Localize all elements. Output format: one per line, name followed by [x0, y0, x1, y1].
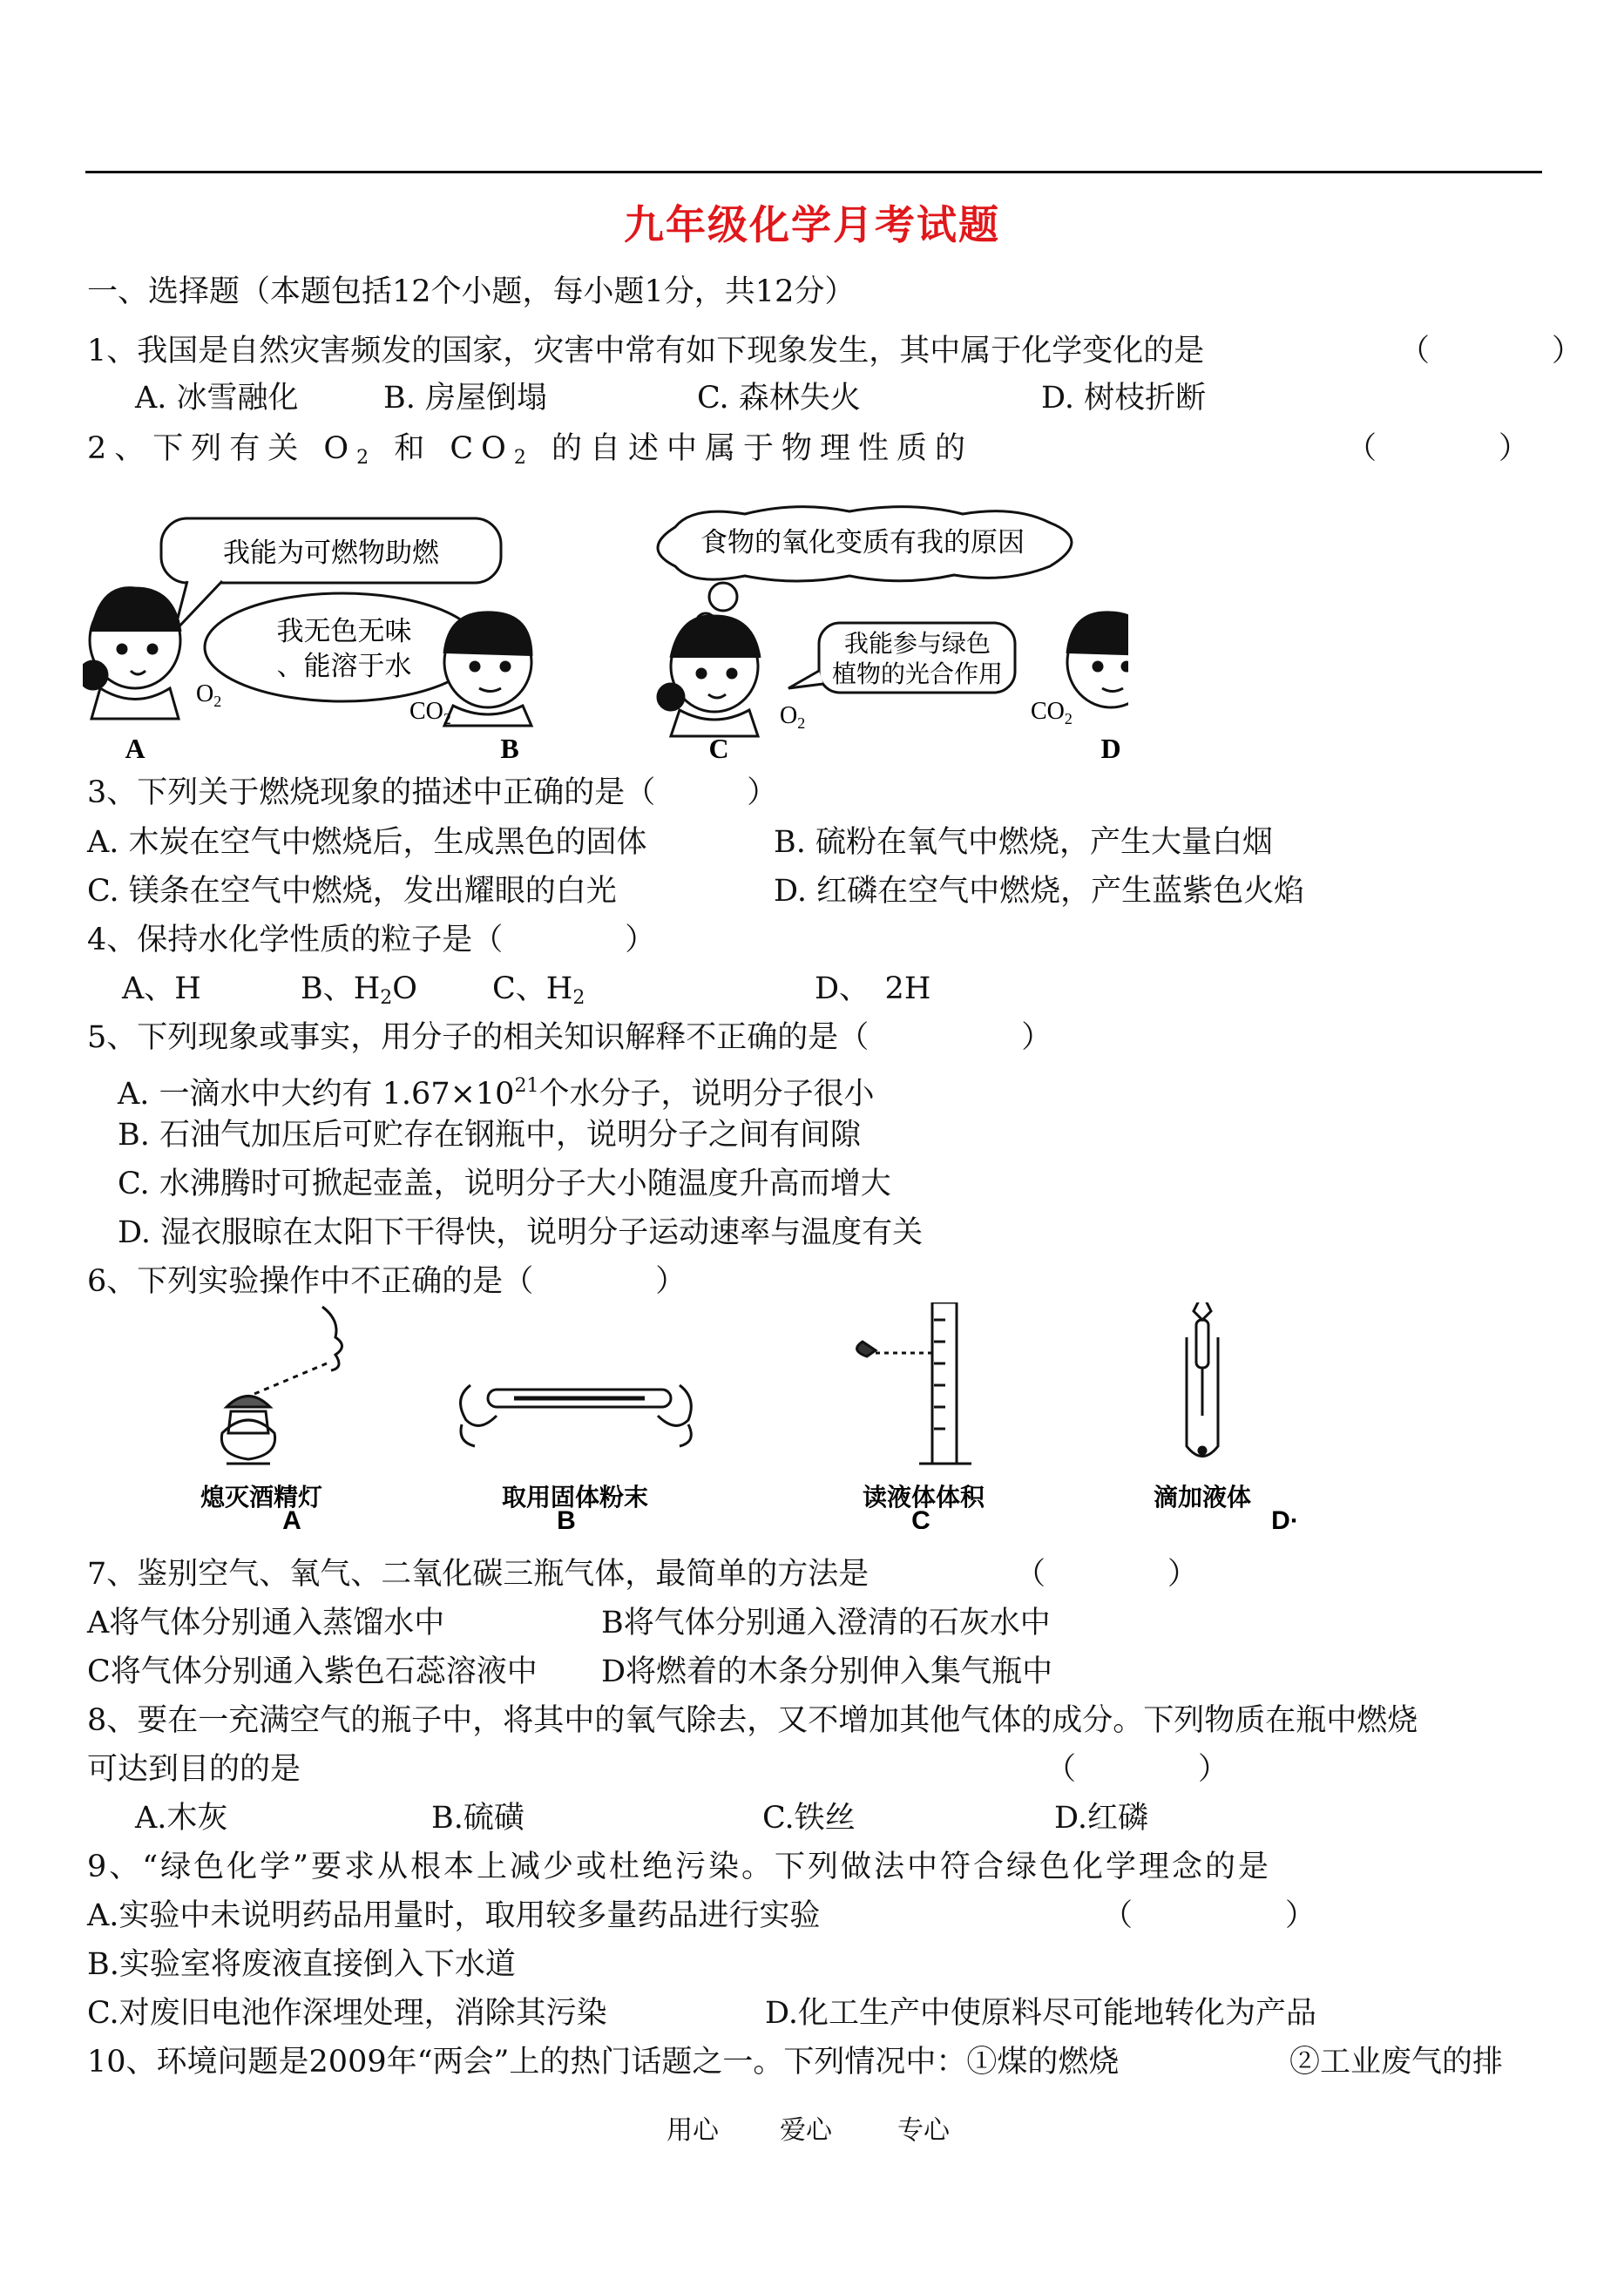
bubble-b-text2: 、能溶于水 [276, 651, 412, 681]
q8-option-a: A.木灰 [135, 1801, 228, 1836]
label-d: D· [1271, 1506, 1299, 1529]
q6-lab-operations-figure [174, 1302, 1394, 1529]
bubble-d-text1: 我能参与绿色 [843, 631, 991, 658]
q5-option-d: D. 湿衣服晾在太阳下干得快，说明分子运动速率与温度有关 [118, 1215, 924, 1250]
answer-blank-8: （ ） [1045, 1752, 1229, 1787]
q3-option-c: C. 镁条在空气中燃烧，发出耀眼的白光 [87, 874, 617, 909]
label-a: A [282, 1506, 301, 1529]
caption-b: 取用固体粉末 [501, 1484, 649, 1511]
q7-option-c: C将气体分别通入紫色石蕊溶液中 [87, 1654, 538, 1689]
question-8-stem-line1: 8、要在一充满空气的瓶子中，将其中的氧气除去，又不增加其他气体的成分。下列物质在瓶中燃烧 [87, 1703, 1418, 1738]
figure-label-b: B [500, 733, 519, 762]
footer-word-1: 用心 [667, 2115, 719, 2146]
bubble-d-text2: 植物的光合作用 [831, 661, 1004, 688]
q9-option-c: C.对废旧电池作深埋处理，消除其污染 [87, 1996, 607, 2031]
footer-word-2: 爱心 [780, 2115, 832, 2146]
question-10-stem: 10、环境问题是2009年“两会”上的热门话题之一。下列情况中：①煤的燃烧 [87, 2045, 1120, 2080]
speech-bubble-b [205, 593, 480, 701]
q9-option-b: B.实验室将废液直接倒入下水道 [87, 1947, 516, 1982]
gas-label-o2-c: $O_2$ [780, 702, 806, 732]
q8-option-b: B.硫磺 [431, 1801, 524, 1836]
q5-option-c: C. 水沸腾时可掀起壶盖，说明分子大小随温度升高而增大 [118, 1167, 891, 1201]
q1-option-c: C. 森林失火 [697, 381, 861, 416]
boy-co2-icon [444, 612, 531, 726]
label-b: B [557, 1506, 576, 1529]
q8-option-d: D.红磷 [1054, 1801, 1148, 1836]
q1-option-a: A. 冰雪融化 [135, 381, 299, 416]
footer-word-3: 专心 [897, 2115, 950, 2146]
bubble-b-text1: 我无色无味 [276, 616, 412, 646]
graduated-cylinder-icon [857, 1302, 971, 1464]
q3-option-a: A. 木炭在空气中燃烧后，生成黑色的固体 [87, 825, 647, 860]
figure-label-c: C [708, 733, 729, 762]
label-c: C [911, 1506, 930, 1529]
dropper-test-tube-icon [1187, 1302, 1218, 1457]
q4-option-d: D、 2H [815, 971, 931, 1006]
caption-a: 熄灭酒精灯 [200, 1484, 323, 1511]
q4-option-a: A、H [122, 971, 201, 1006]
q5-option-b: B. 石油气加压后可贮存在钢瓶中，说明分子之间有间隙 [118, 1118, 861, 1153]
header-rule [85, 171, 1542, 173]
q9-option-d: D.化工生产中使原料尽可能地转化为产品 [765, 1996, 1316, 2031]
gas-label-co2-d: $CO_2$ [1031, 698, 1073, 727]
bubble-a-text: 我能为可燃物助燃 [223, 538, 439, 568]
figure-label-d: D [1100, 733, 1121, 762]
q7-option-a: A将气体分别通入蒸馏水中 [87, 1606, 445, 1640]
question-5-stem: 5、下列现象或事实，用分子的相关知识解释不正确的是（ ） [87, 1020, 1052, 1055]
caption-d: 滴加液体 [1153, 1484, 1252, 1511]
q4-option-c: C、$H_2$ [492, 971, 585, 1009]
q1-option-d: D. 树枝折断 [1041, 381, 1207, 416]
question-3-stem: 3、下列关于燃烧现象的描述中正确的是（ ） [87, 775, 778, 810]
question-9-stem: 9、“绿色化学”要求从根本上减少或杜绝污染。下列做法中符合绿色化学理念的是 [87, 1850, 1272, 1884]
q5-option-a: A. 一滴水中大约有 $1.67\times 10^{21}$个水分子，说明分子很小 [118, 1075, 875, 1112]
question-7-stem: 7、鉴别空气、氧气、二氧化碳三瓶气体，最简单的方法是 [87, 1557, 870, 1592]
page-title: 九年级化学月考试题 [624, 201, 1000, 248]
gas-label-o2: $O_2$ [196, 680, 222, 710]
bubble-c-text: 食物的氧化变质有我的原因 [700, 527, 1025, 558]
q7-option-d: D将燃着的木条分别伸入集气瓶中 [601, 1654, 1053, 1689]
q2-cartoon-figure [83, 501, 1128, 762]
q9-option-a: A.实验中未说明药品用量时，取用较多量药品进行实验 [87, 1898, 821, 1933]
girl-o2-icon-c [658, 616, 760, 736]
answer-blank-1: （ ） [1399, 334, 1583, 369]
caption-c: 读液体体积 [862, 1484, 985, 1511]
answer-blank-7: （ ） [1015, 1557, 1199, 1592]
alcohol-lamp-icon [221, 1307, 342, 1464]
boy-co2-icon-d [1067, 612, 1128, 707]
figure-label-a: A [125, 733, 145, 762]
question-2-stem: 2、下列有关 $O_2$ 和 $CO_2$ 的自述中属于物理性质的 [87, 431, 973, 469]
question-1-stem: 1、我国是自然灾害频发的国家，灾害中常有如下现象发生，其中属于化学变化的是 [87, 334, 1205, 369]
answer-blank-9: （ ） [1102, 1898, 1316, 1933]
q3-option-b: B. 硫粉在氧气中燃烧，产生大量白烟 [774, 825, 1273, 860]
q7-option-b: B将气体分别通入澄清的石灰水中 [601, 1606, 1051, 1640]
girl-o2-icon [83, 588, 180, 719]
section-heading: 一、选择题（本题包括12个小题，每小题1分，共12分） [87, 274, 856, 309]
question-8-stem-line2: 可达到目的的是 [87, 1752, 301, 1787]
q3-option-d: D. 红磷在空气中燃烧，产生蓝紫色火焰 [774, 874, 1305, 909]
question-4-stem: 4、保持水化学性质的粒子是（ ） [87, 923, 656, 957]
test-tube-powder-icon [461, 1385, 692, 1446]
answer-blank-2: （ ） [1346, 431, 1530, 466]
q1-option-b: B. 房屋倒塌 [383, 381, 547, 416]
q8-option-c: C.铁丝 [762, 1801, 856, 1836]
gas-label-co2-b: $CO_2$ [409, 698, 451, 727]
question-6-stem: 6、下列实验操作中不正确的是（ ） [87, 1264, 687, 1299]
q4-option-b: B、$H_2O$ [301, 971, 417, 1009]
question-10-stem-cont: ②工业废气的排 [1289, 2045, 1504, 2080]
